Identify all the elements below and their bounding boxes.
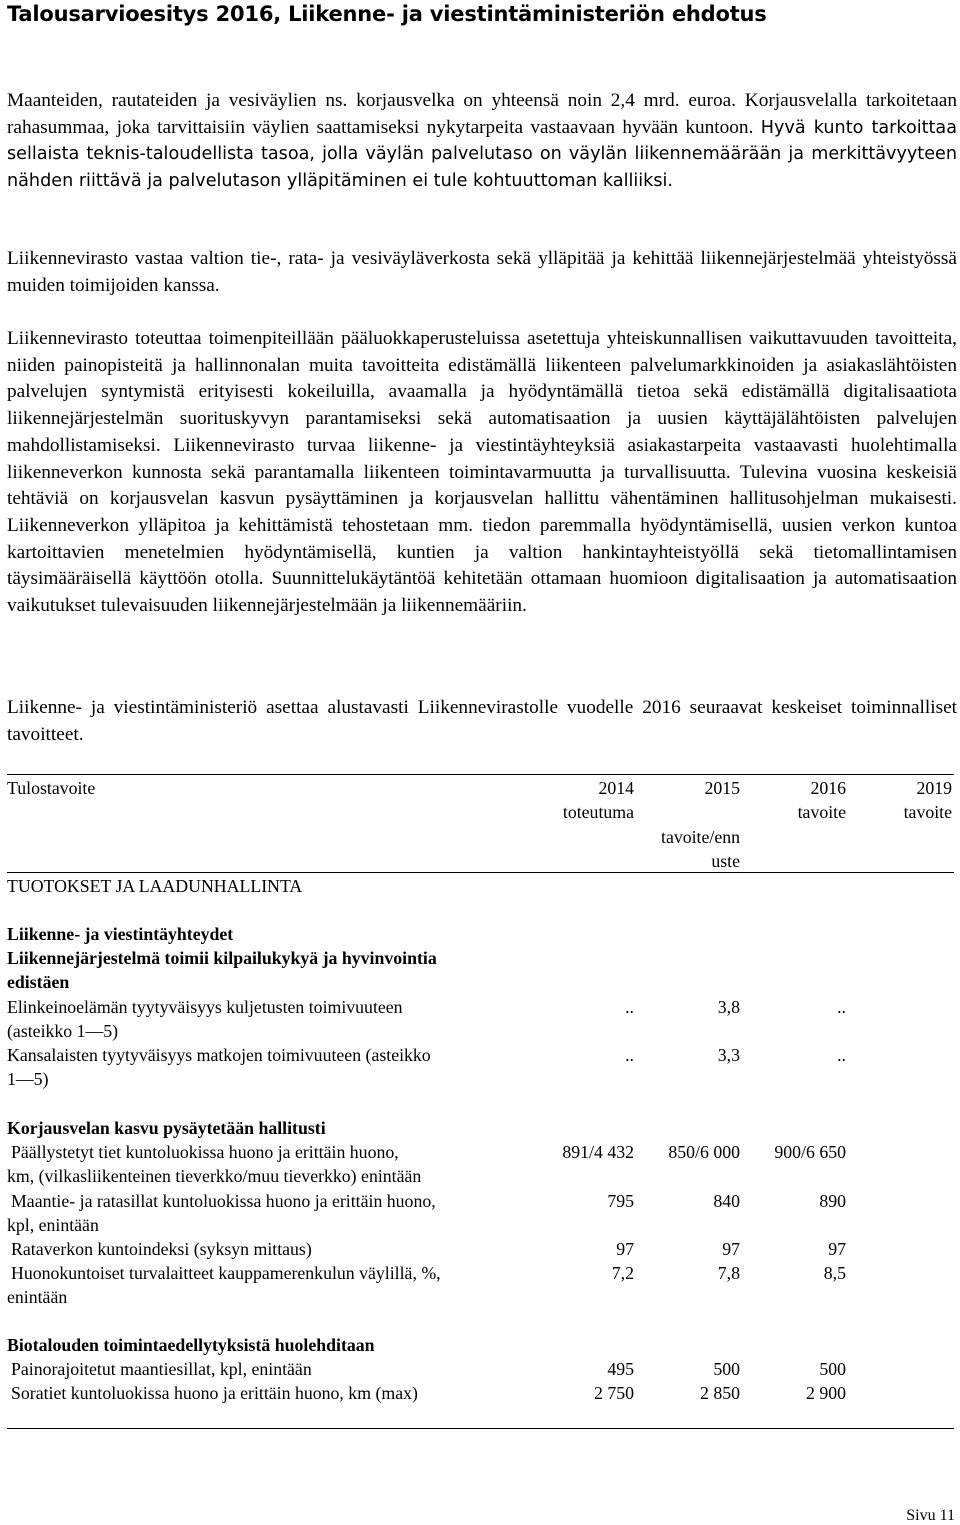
row-label-cont: kpl, enintään: [7, 1215, 99, 1235]
cell-2015: 850/6 000: [668, 1142, 740, 1162]
table-header-2014-year: 2014: [598, 778, 634, 798]
cell-2014: 7,2: [611, 1263, 634, 1283]
cell-2015: 840: [713, 1191, 740, 1211]
cell-2015: 500: [713, 1359, 740, 1379]
table-header-2015-year: 2015: [704, 778, 740, 798]
cell-2016: 900/6 650: [774, 1142, 846, 1162]
paragraph-korjausvelka: [7, 88, 957, 195]
cell-2015: 3,3: [717, 1045, 740, 1065]
table-bottom-rule: [7, 1428, 954, 1429]
cell-2014: 2 750: [593, 1383, 634, 1403]
cell-2016: ..: [837, 997, 846, 1017]
row-label: Huonokuntoiset turvalaitteet kauppamerenkulun väylillä, %,: [11, 1263, 441, 1283]
table-header-2015-label-2: uste: [711, 851, 740, 871]
group-heading: Biotalouden toimintaedellytyksistä huolehditaan: [7, 1335, 375, 1355]
row-label-cont: km, (vilkasliikenteinen tieverkko/muu tieverkko) enintään: [7, 1166, 422, 1186]
cell-2016: 8,5: [823, 1263, 846, 1283]
cell-2014: 97: [616, 1239, 634, 1259]
paragraph-korjausvelka-sans: Hyvä kunto tarkoittaa sellaista teknis-taloudellista tasoa, jolla väylän palvelutaso on väylän liikennemäärään ja merkittävyyteen nähden riittävä ja palvelutason ylläpitäminen ei tule kohtuuttoman kalliiksi.: [7, 117, 957, 192]
row-label-cont: 1—5): [7, 1069, 49, 1089]
cell-2015: 97: [722, 1239, 740, 1259]
table-header-2019-label: tavoite: [903, 802, 952, 822]
group-subheading: Liikennejärjestelmä toimii kilpailukykyä ja hyvinvointia: [7, 948, 437, 968]
paragraph-liikennevirasto-vastaa: Liikennevirasto vastaa valtion tie-, rata- ja vesiväyläverkosta sekä ylläpitää ja kehittää liikennejärjestelmää yhteistyössä muiden toimijoiden kanssa.: [7, 248, 957, 296]
table-header-2019-year: 2019: [916, 778, 952, 798]
table-header-2016-year: 2016: [810, 778, 846, 798]
cell-2015: 7,8: [717, 1263, 740, 1283]
page-number: Sivu 11: [906, 1507, 955, 1524]
row-label: Päällystetyt tiet kuntoluokissa huono ja erittäin huono,: [11, 1142, 399, 1162]
row-label: Kansalaisten tyytyväisyys matkojen toimivuuteen (asteikko: [7, 1045, 431, 1065]
cell-2016: 890: [819, 1191, 846, 1211]
row-label: Elinkeinoelämän tyytyväisyys kuljetusten toimivuuteen: [7, 997, 403, 1017]
cell-2016: 97: [828, 1239, 846, 1259]
cell-2014: 891/4 432: [562, 1142, 634, 1162]
table-header-rule: [7, 872, 954, 873]
cell-2016: ..: [837, 1045, 846, 1065]
table-header-2016-label: tavoite: [797, 802, 846, 822]
row-label: Painorajoitetut maantiesillat, kpl, enintään: [11, 1359, 312, 1379]
row-label-cont: enintään: [7, 1287, 68, 1307]
paragraph-liikennevirasto-toteuttaa: Liikennevirasto toteuttaa toimenpiteillään pääluokkaperusteluissa asetettuja yhteiskunnallisen vaikuttavuuden tavoitteita, niiden painopisteitä ja hallinnonalan muita tavoitteita edistämällä liikenteen palvelumarkkinoiden ja asiakaslähtöisten palvelujen syntymistä erityisesti kokeiluilla, avaamalla ja hyödyntämällä tietoa sekä edistämällä digitalisaatiota liikennejärjestelmän suorituskyvyn parantamiseksi sekä automatisaation ja uusien käyttäjälähtöisten palvelujen mahdollistamiseksi. Liikennevirasto turvaa liikenne- ja viestintäyhteyksiä asiakastarpeita vastaavasti huolehtimalla liikenneverkon kunnosta sekä parantamalla liikenteen toimintavarmuutta ja turvallisuutta. Tulevina vuosina keskeisiä tehtäviä on korjausvelan kasvun pysäyttäminen ja korjausvelan hallittu vähentäminen hallitusohjelman mukaisesti. Liikenneverkon ylläpitoa ja kehittämistä tehostetaan mm. tiedon paremmalla hyödyntämisellä, uusien verkon kuntoa kartoittavien menetelmien hyödyntämisellä, kuntien ja valtion hankintayhteistyöllä sekä tietomallintamisen täysimääräisellä käyttöön otolla. Suunnittelukäytäntöä kehitetään ottamaan huomioon digitalisaation ja automatisaation vaikutukset tulevaisuuden liikennejärjestelmään ja liikennemääriin.: [7, 328, 957, 617]
paragraph-korjausvelka-serif: Maanteiden, rautateiden ja vesiväylien ns. korjausvelka on yhteensä noin 2,4 mrd. euroa. Korjausvelalla tarkoitetaan rahasummaa, joka tarvittaisiin väylien saattamiseksi nykytarpeita vastaavaan hyvään kuntoon.: [7, 90, 957, 138]
group-heading: Korjausvelan kasvu pysäytetään hallitusti: [7, 1118, 326, 1138]
row-label: Maantie- ja ratasillat kuntoluokissa huono ja erittäin huono,: [11, 1191, 436, 1211]
cell-2016: 2 900: [805, 1383, 846, 1403]
cell-2014: 795: [607, 1191, 634, 1211]
paragraph-tavoitteet-intro: Liikenne- ja viestintäministeriö asettaa alustavasti Liikennevirastolle vuodelle 2016 seuraavat keskeiset toiminnalliset tavoitteet.: [7, 697, 957, 745]
cell-2014: ..: [625, 997, 634, 1017]
table-header-2014-label: toteutuma: [562, 802, 634, 822]
group-heading: Liikenne- ja viestintäyhteydet: [7, 924, 234, 944]
table-header-tulostavoite: Tulostavoite: [7, 778, 96, 798]
table-header-2015-label-1: tavoite/enn: [661, 827, 740, 847]
row-label-cont: (asteikko 1—5): [7, 1021, 119, 1041]
cell-2015: 2 850: [699, 1383, 740, 1403]
page-header-title: Talousarvioesitys 2016, Liikenne- ja viestintäministeriön ehdotus: [7, 2, 767, 26]
table-top-rule: [7, 774, 954, 775]
table-section-title: TUOTOKSET JA LAADUNHALLINTA: [7, 876, 303, 896]
cell-2016: 500: [819, 1359, 846, 1379]
row-label: Rataverkon kuntoindeksi (syksyn mittaus): [11, 1239, 312, 1259]
cell-2014: ..: [625, 1045, 634, 1065]
row-label: Soratiet kuntoluokissa huono ja erittäin huono, km (max): [11, 1383, 418, 1403]
cell-2015: 3,8: [717, 997, 740, 1017]
group-subheading-cont: edistäen: [7, 972, 70, 992]
cell-2014: 495: [607, 1359, 634, 1379]
